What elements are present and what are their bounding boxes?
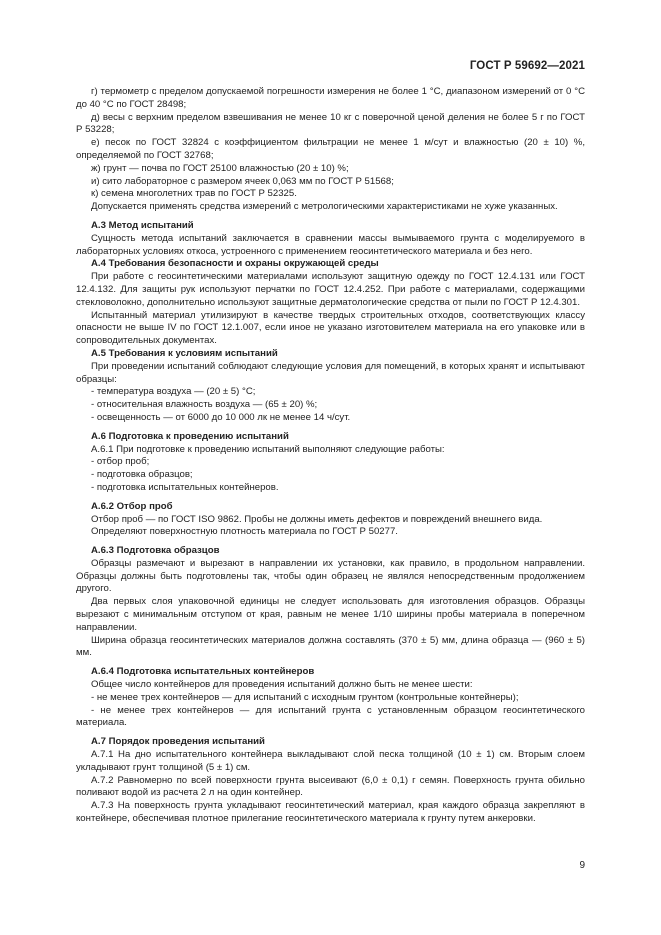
paragraph: Определяют поверхностную плотность материала по ГОСТ Р 50277. [91, 526, 398, 538]
list-item: г) термометр с пределом допускаемой погрешности измерения не более 1 °С, диапазоном измерений от 0 °С до 40 °С по ГОСТ 28498; [76, 86, 585, 110]
paragraph: Испытанный материал утилизируют в качестве твердых строительных отходов, соответствующих классу опасности не выше IV по ГОСТ 12.1.007, если иное не указано изготовителем материала на его упаковке или в сопроводительных документах. [76, 309, 585, 347]
list-item: к) семена многолетних трав по ГОСТ Р 52325. [91, 188, 297, 200]
section-heading: А.7 Порядок проведения испытаний [91, 736, 265, 748]
list-item: - отбор проб; [91, 456, 150, 468]
section-heading: А.4 Требования безопасности и охраны окружающей среды [91, 258, 379, 270]
list-item: е) песок по ГОСТ 32824 с коэффициентом фильтрации не менее 1 м/сут и влажностью (20 ± 10) %, определяемой по ГОСТ 32768; [76, 137, 585, 161]
paragraph: А.7.3 На поверхность грунта укладывают геосинтетический материал, края каждого образца закрепляют в контейнере, обеспечивая плотное прилегание геосинтетического материала к грунту путем анкеровки. [76, 800, 585, 825]
list-item: - относительная влажность воздуха — (65 ± 20) %; [91, 399, 318, 411]
section-heading: А.6.4 Подготовка испытательных контейнеров [91, 666, 315, 678]
paragraph: При проведении испытаний соблюдают следующие условия для помещений, в которых хранят и испытывают образцы: [76, 360, 585, 385]
paragraph: Общее число контейнеров для проведения испытаний должно быть не менее шести: [91, 679, 473, 691]
list-item: ж) грунт — почва по ГОСТ 25100 влажностью (20 ± 10) %; [91, 162, 349, 174]
paragraph: Ширина образца геосинтетических материалов должна составлять (370 ± 5) мм, длина образца — (960 ± 5) мм. [76, 634, 585, 659]
list-item: - освещенность — от 6000 до 10 000 лк не менее 14 ч/сут. [91, 411, 351, 423]
document-id-header: ГОСТ Р 59692—2021 [469, 60, 585, 72]
list-item: д) весы с верхним пределом взвешивания не менее 10 кг с поверочной ценой деления не более 5 г по ГОСТ Р 53228; [76, 111, 585, 136]
paragraph: А.6.1 При подготовке к проведению испытаний выполняют следующие работы: [91, 443, 445, 455]
paragraph: Два первых слоя упаковочной единицы не следует использовать для изготовления образцов. Образцы вырезают с минимальным отступом от края, равным не менее 1/10 ширины пробы материала в поперечном направлении. [76, 596, 585, 633]
document-body [76, 86, 585, 826]
section-heading: А.6.2 Отбор проб [91, 500, 173, 512]
list-item: - не менее трех контейнеров — для испытаний с исходным грунтом (контрольные контейнеры); [91, 691, 519, 703]
list-item: - подготовка испытательных контейнеров. [91, 481, 279, 493]
section-heading: А.3 Метод испытаний [91, 219, 194, 231]
paragraph: Сущность метода испытаний заключается в сравнении массы вымываемого грунта с моделируемого в лабораторных условиях откоса, устроенного с применением геосинтетического материала и без него. [76, 232, 585, 257]
paragraph: При работе с геосинтетическими материалами используют защитную одежду по ГОСТ 12.4.131 или ГОСТ 12.4.132. Для защиты рук используют перчатки по ГОСТ 12.4.252. При работе с материалами, содержащими стекловолокно, дополнительно используют защитные дерматологические средства от пыли по ГОСТ Р 12.4.301. [76, 271, 585, 308]
list-item: - подготовка образцов; [91, 469, 193, 481]
paragraph: Образцы размечают и вырезают в направлении их установки, как правило, в продольном направлении. Образцы должны быть подготовлены так, чтобы один образец не являлся непосредственным продолжением другого. [76, 557, 585, 595]
page-number: 9 [579, 860, 585, 871]
paragraph: А.7.1 На дно испытательного контейнера выкладывают слой песка толщиной (10 ± 1) см. Вторым слоем укладывают грунт толщиной (5 ± 1) см. [76, 749, 585, 773]
paragraph: А.7.2 Равномерно по всей поверхности грунта высеивают (6,0 ± 0,1) г семян. Поверхность грунта обильно поливают водой из расчета 2 л на один контейнер. [76, 774, 585, 799]
paragraph: Допускается применять средства измерений с метрологическими характеристиками не хуже указанных. [91, 201, 558, 213]
list-item: и) сито лабораторное с размером ячеек 0,063 мм по ГОСТ Р 51568; [91, 175, 394, 187]
list-item: - температура воздуха — (20 ± 5) °С; [91, 386, 256, 398]
section-heading: А.6 Подготовка к проведению испытаний [91, 430, 289, 442]
paragraph: Отбор проб — по ГОСТ ISO 9862. Пробы не должны иметь дефектов и повреждений внешнего вида. [91, 513, 543, 525]
section-heading: А.6.3 Подготовка образцов [91, 545, 220, 557]
list-item: - не менее трех контейнеров — для испытаний грунта с установленным образцом геосинтетического материала. [76, 704, 585, 729]
section-heading: А.5 Требования к условиям испытаний [91, 347, 278, 359]
